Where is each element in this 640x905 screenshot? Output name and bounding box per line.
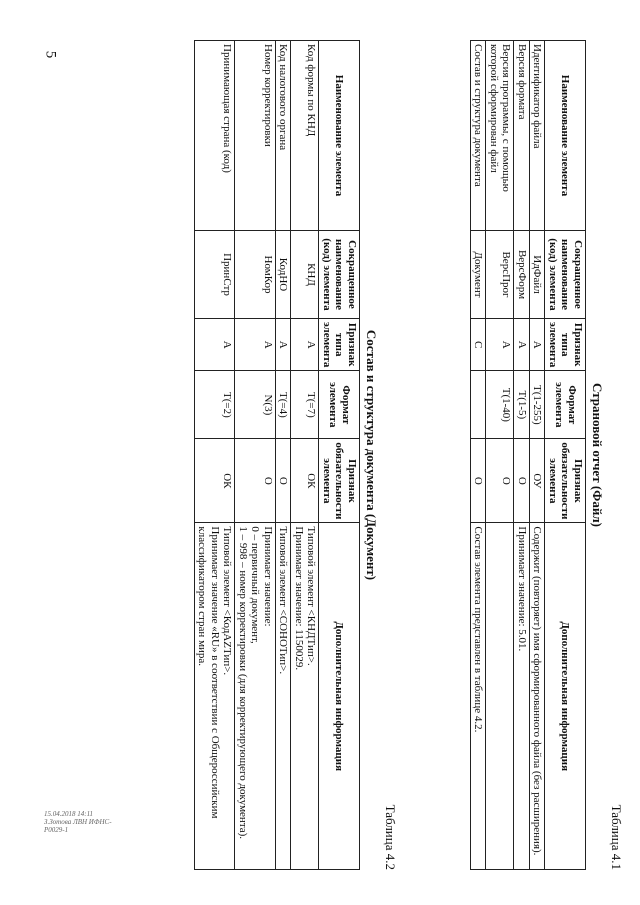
table-cell: Идентификатор файла bbox=[530, 41, 546, 231]
table-cell: ИдФайл bbox=[530, 231, 546, 319]
table-cell: С bbox=[471, 319, 487, 371]
table-4-2-caption: Таблица 4.2 bbox=[383, 804, 398, 870]
table-cell: Номер корректировки bbox=[235, 41, 276, 231]
header-cell: Признак обязательности элемента bbox=[319, 439, 360, 523]
table-cell: T(=7) bbox=[291, 371, 319, 439]
table-header-row bbox=[545, 41, 586, 870]
table-cell: Типовой элемент <КодАZТип>. Принимает значение «RU» в соответствии с Общероссийским классификатором стран мира. bbox=[195, 523, 236, 870]
table-cell: Код налогового органа bbox=[276, 41, 292, 231]
table-cell: А bbox=[276, 319, 292, 371]
table-row bbox=[195, 41, 236, 870]
table-cell bbox=[471, 371, 487, 439]
table-cell: ВерсПрог bbox=[486, 231, 514, 319]
table-cell bbox=[486, 523, 514, 870]
table-cell: T(1-40) bbox=[486, 371, 514, 439]
table-header-row bbox=[319, 41, 360, 870]
table-cell: А bbox=[486, 319, 514, 371]
table-row bbox=[530, 41, 546, 870]
table-cell: ОК bbox=[291, 439, 319, 523]
footer-stamp: 15.04.2018 14:11 З.Зотова ЛВН ИФНС-Р0029-1 bbox=[44, 810, 112, 834]
table-cell: НомКор bbox=[235, 231, 276, 319]
header-cell: Наименование элемента bbox=[545, 41, 586, 231]
table-cell: ОК bbox=[195, 439, 236, 523]
table-4-2-title: Состав и структура документа (Документ) bbox=[364, 329, 379, 581]
header-cell: Признак типа элемента bbox=[319, 319, 360, 371]
table-cell: T(1-255) bbox=[530, 371, 546, 439]
table-4-2-block bbox=[194, 40, 398, 870]
header-cell: Сокращенное наименование (код) элемента bbox=[545, 231, 586, 319]
table-cell: А bbox=[235, 319, 276, 371]
table-row bbox=[486, 41, 514, 870]
header-cell: Наименование элемента bbox=[319, 41, 360, 231]
table-cell: О bbox=[276, 439, 292, 523]
table-row bbox=[291, 41, 319, 870]
table-4-2 bbox=[194, 40, 360, 870]
table-4-1-title: Страновой отчет (Файл) bbox=[590, 383, 605, 527]
table-cell: T(=2) bbox=[195, 371, 236, 439]
header-cell: Сокращенное наименование (код) элемента bbox=[319, 231, 360, 319]
table-cell: А bbox=[195, 319, 236, 371]
table-4-1 bbox=[470, 40, 586, 870]
table-cell: О bbox=[514, 439, 530, 523]
table-cell: ПринСтр bbox=[195, 231, 236, 319]
table-cell: А bbox=[291, 319, 319, 371]
header-cell: Формат элемента bbox=[319, 371, 360, 439]
table-cell: КНД bbox=[291, 231, 319, 319]
table-cell: Типовой элемент <СОНОТип>. bbox=[276, 523, 292, 870]
table-4-1-block bbox=[470, 40, 624, 870]
table-cell: N(3) bbox=[235, 371, 276, 439]
table-cell: Принимающая страна (код) bbox=[195, 41, 236, 231]
table-cell: О bbox=[235, 439, 276, 523]
table-row bbox=[235, 41, 276, 870]
table-cell: Состав и структура документа bbox=[471, 41, 487, 231]
table-cell: О bbox=[486, 439, 514, 523]
table-cell: Код формы по КНД bbox=[291, 41, 319, 231]
table-row bbox=[514, 41, 530, 870]
table-cell: ОУ bbox=[530, 439, 546, 523]
table-cell: T(=4) bbox=[276, 371, 292, 439]
header-cell: Дополнительная информация bbox=[319, 523, 360, 870]
table-cell: Принимает значение: 5.01. bbox=[514, 523, 530, 870]
table-cell: T(1-5) bbox=[514, 371, 530, 439]
header-cell: Формат элемента bbox=[545, 371, 586, 439]
table-cell: ВерсФорм bbox=[514, 231, 530, 319]
table-cell: Типовой элемент <КНДТип>. Принимает значение: 1150029. bbox=[291, 523, 319, 870]
page-number: 5 bbox=[42, 50, 59, 59]
table-cell: Версия формата bbox=[514, 41, 530, 231]
header-cell: Дополнительная информация bbox=[545, 523, 586, 870]
header-cell: Признак обязательности элемента bbox=[545, 439, 586, 523]
table-cell: Версия программы, с помощью которой сформирован файл bbox=[486, 41, 514, 231]
table-cell: Содержит (повторяет) имя сформированного файла (без расширения). bbox=[530, 523, 546, 870]
table-cell: О bbox=[471, 439, 487, 523]
table-row bbox=[276, 41, 292, 870]
table-4-1-caption: Таблица 4.1 bbox=[609, 804, 624, 870]
table-cell: КодНО bbox=[276, 231, 292, 319]
table-cell: Документ bbox=[471, 231, 487, 319]
table-cell: А bbox=[530, 319, 546, 371]
table-cell: Принимает значение: 0 – первичный документ, 1 – 998 – номер корректировки (для корректирующего документа). bbox=[235, 523, 276, 870]
table-cell: А bbox=[514, 319, 530, 371]
header-cell: Признак типа элемента bbox=[545, 319, 586, 371]
table-cell: Состав элемента представлен в таблице 4.2. bbox=[471, 523, 487, 870]
table-row bbox=[471, 41, 487, 870]
